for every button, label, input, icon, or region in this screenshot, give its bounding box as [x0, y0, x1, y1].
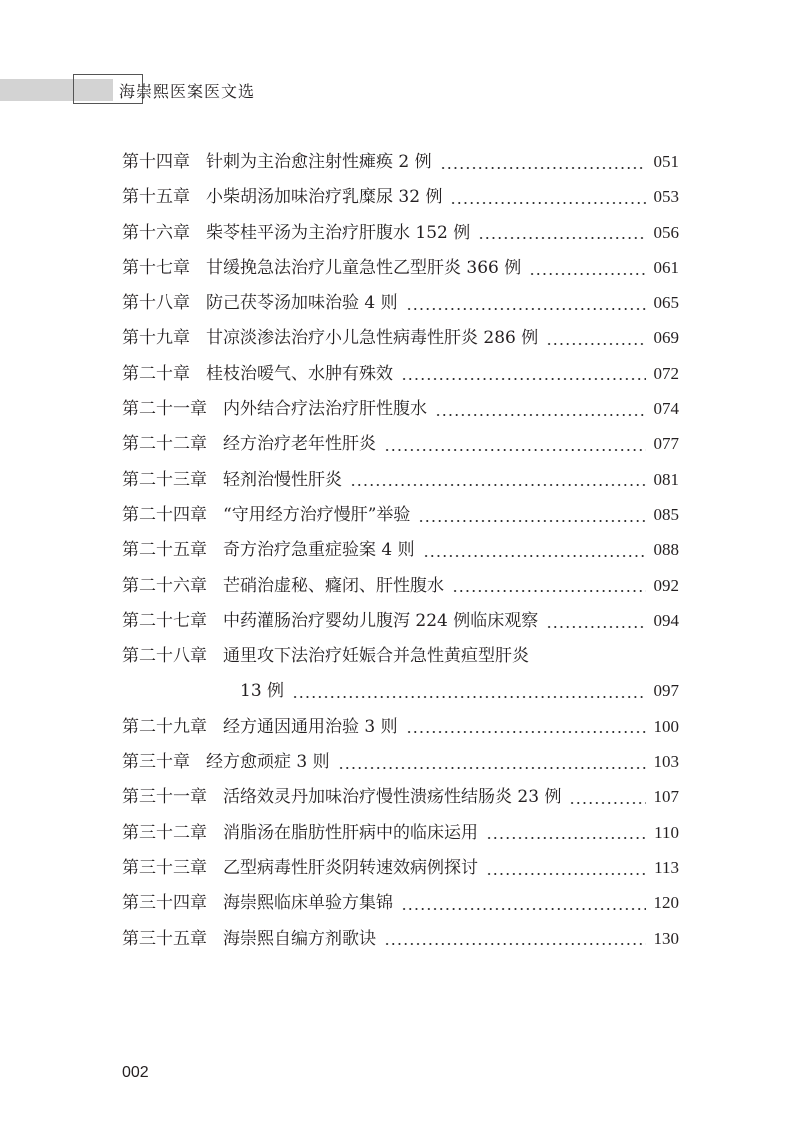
running-header-title: 海崇熙医案医文选: [119, 82, 256, 101]
dot-leader: [418, 520, 645, 522]
chapter-label: 第二十六章: [122, 575, 207, 596]
chapter-title: 乙型病毒性肝炎阴转速效病例探讨: [223, 857, 478, 878]
chapter-title: 防己茯苓汤加味治验 4 则: [206, 293, 398, 314]
toc-entry[interactable]: [122, 253, 679, 288]
page-number: 002: [122, 1064, 149, 1081]
chapter-label: 第十四章: [122, 152, 190, 172]
chapter-label: 第三十三章: [122, 857, 207, 878]
chapter-title: 内外结合疗法治疗肝性腹水: [223, 399, 427, 420]
toc-entry[interactable]: [122, 641, 679, 676]
chapter-title: 消脂汤在脂肪性肝病中的临床运用: [223, 822, 478, 843]
dot-leader: [529, 273, 645, 275]
toc-entry[interactable]: [122, 712, 679, 747]
dot-leader: [450, 202, 645, 204]
chapter-title: 甘凉淡渗法治疗小儿急性病毒性肝炎 286 例: [206, 328, 539, 349]
chapter-label: 第二十九章: [122, 716, 207, 737]
chapter-title: 海崇熙自编方剂歌诀: [223, 928, 376, 949]
page-ref: 110: [654, 822, 679, 842]
dot-leader: [401, 908, 646, 910]
chapter-title: 柴苓桂平汤为主治疗肝腹水 152 例: [206, 222, 471, 243]
chapter-label: 第二十章: [122, 363, 190, 384]
chapter-label: 第二十一章: [122, 399, 207, 420]
chapter-title: 针刺为主治愈注射性瘫痪 2 例: [206, 152, 432, 172]
toc-entry[interactable]: [122, 429, 679, 464]
chapter-label: 第十八章: [122, 293, 190, 314]
toc-entry[interactable]: [122, 359, 679, 394]
chapter-title: 小柴胡汤加味治疗乳糜尿 32 例: [206, 187, 443, 208]
chapter-label: 第十五章: [122, 187, 190, 208]
chapter-title: 甘缓挽急法治疗儿童急性乙型肝炎 366 例: [206, 257, 522, 278]
table-of-contents: [122, 147, 679, 959]
toc-entry[interactable]: [122, 606, 679, 641]
dot-leader: [384, 943, 646, 945]
dot-leader: [401, 378, 646, 380]
dot-leader: [486, 837, 646, 839]
page-ref: 097: [653, 681, 679, 701]
page-ref: 113: [654, 857, 679, 877]
chapter-title: 奇方治疗急重症验案 4 则: [223, 540, 415, 561]
page-ref: 072: [653, 363, 679, 383]
toc-entry[interactable]: [122, 535, 679, 570]
dot-leader: [406, 308, 646, 310]
chapter-label: 第二十八章: [122, 646, 207, 667]
page-ref: 088: [653, 540, 679, 560]
dot-leader: [350, 484, 646, 486]
dot-leader: [569, 802, 645, 804]
dot-leader: [440, 167, 646, 169]
page-ref: 085: [653, 504, 679, 524]
dot-leader: [292, 696, 645, 698]
chapter-title: 海崇熙临床单验方集锦: [223, 893, 393, 914]
dot-leader: [478, 237, 645, 239]
dot-leader: [546, 343, 645, 345]
chapter-title-continuation: 13 例: [240, 681, 285, 702]
toc-entry[interactable]: [122, 218, 679, 253]
dot-leader: [423, 555, 646, 557]
toc-entry[interactable]: [122, 747, 679, 782]
toc-entry[interactable]: [122, 924, 679, 959]
toc-entry[interactable]: [122, 323, 679, 358]
dot-leader: [338, 767, 646, 769]
page-ref: 061: [653, 257, 679, 277]
chapter-title: “守用经方治疗慢肝”举验: [223, 504, 411, 525]
chapter-title: 经方通因通用治验 3 则: [223, 716, 398, 737]
chapter-label: 第三十四章: [122, 893, 207, 914]
chapter-label: 第二十七章: [122, 610, 207, 631]
dot-leader: [486, 873, 646, 875]
toc-entry[interactable]: [122, 888, 679, 923]
chapter-title: 活络效灵丹加味治疗慢性溃疡性结肠炎 23 例: [223, 787, 562, 808]
page-ref: 056: [653, 222, 679, 242]
page-ref: 120: [653, 893, 679, 913]
dot-leader: [384, 449, 646, 451]
toc-entry[interactable]: [122, 782, 679, 817]
toc-entry[interactable]: [122, 853, 679, 888]
chapter-label: 第十九章: [122, 328, 190, 349]
chapter-label: 第十六章: [122, 222, 190, 243]
chapter-label: 第三十一章: [122, 787, 207, 808]
chapter-label: 第十七章: [122, 257, 190, 278]
page-ref: 100: [653, 716, 679, 736]
page-ref: 094: [653, 610, 679, 630]
page-ref: 074: [653, 399, 679, 419]
toc-entry[interactable]: [122, 288, 679, 323]
chapter-label: 第二十四章: [122, 504, 207, 525]
toc-entry[interactable]: [122, 500, 679, 535]
page-ref: 069: [653, 328, 679, 348]
chapter-label: 第三十二章: [122, 822, 207, 843]
chapter-title: 通里攻下法治疗妊娠合并急性黄疸型肝炎: [223, 646, 529, 667]
toc-entry-continuation[interactable]: [122, 676, 679, 711]
page-ref: 092: [653, 575, 679, 595]
dot-leader: [406, 731, 646, 733]
page-ref: 130: [653, 928, 679, 948]
page-ref: 103: [653, 752, 679, 772]
toc-entry[interactable]: [122, 818, 679, 853]
chapter-title: 经方愈顽症 3 则: [206, 752, 330, 773]
chapter-label: 第三十章: [122, 752, 190, 773]
dot-leader: [546, 626, 645, 628]
chapter-label: 第三十五章: [122, 928, 207, 949]
page-ref: 065: [653, 293, 679, 313]
chapter-title: 桂枝治嗳气、水肿有殊效: [206, 363, 393, 384]
toc-entry[interactable]: [122, 394, 679, 429]
toc-entry[interactable]: [122, 571, 679, 606]
toc-entry[interactable]: [122, 465, 679, 500]
page-ref: 051: [653, 152, 679, 171]
chapter-label: 第二十五章: [122, 540, 207, 561]
page-ref: 081: [653, 469, 679, 489]
page-ref: 053: [653, 187, 679, 207]
toc-entry[interactable]: [122, 147, 679, 182]
dot-leader: [452, 590, 646, 592]
chapter-label: 第二十二章: [122, 434, 207, 455]
page-ref: 077: [653, 434, 679, 454]
dot-leader: [435, 414, 646, 416]
chapter-title: 经方治疗老年性肝炎: [223, 434, 376, 455]
page-ref: 107: [653, 787, 679, 807]
toc-entry[interactable]: [122, 182, 679, 217]
chapter-title: 轻剂治慢性肝炎: [223, 469, 342, 490]
chapter-title: 中药灌肠治疗婴幼儿腹泻 224 例临床观察: [223, 610, 539, 631]
chapter-title: 芒硝治虚秘、癃闭、肝性腹水: [223, 575, 444, 596]
chapter-label: 第二十三章: [122, 469, 207, 490]
